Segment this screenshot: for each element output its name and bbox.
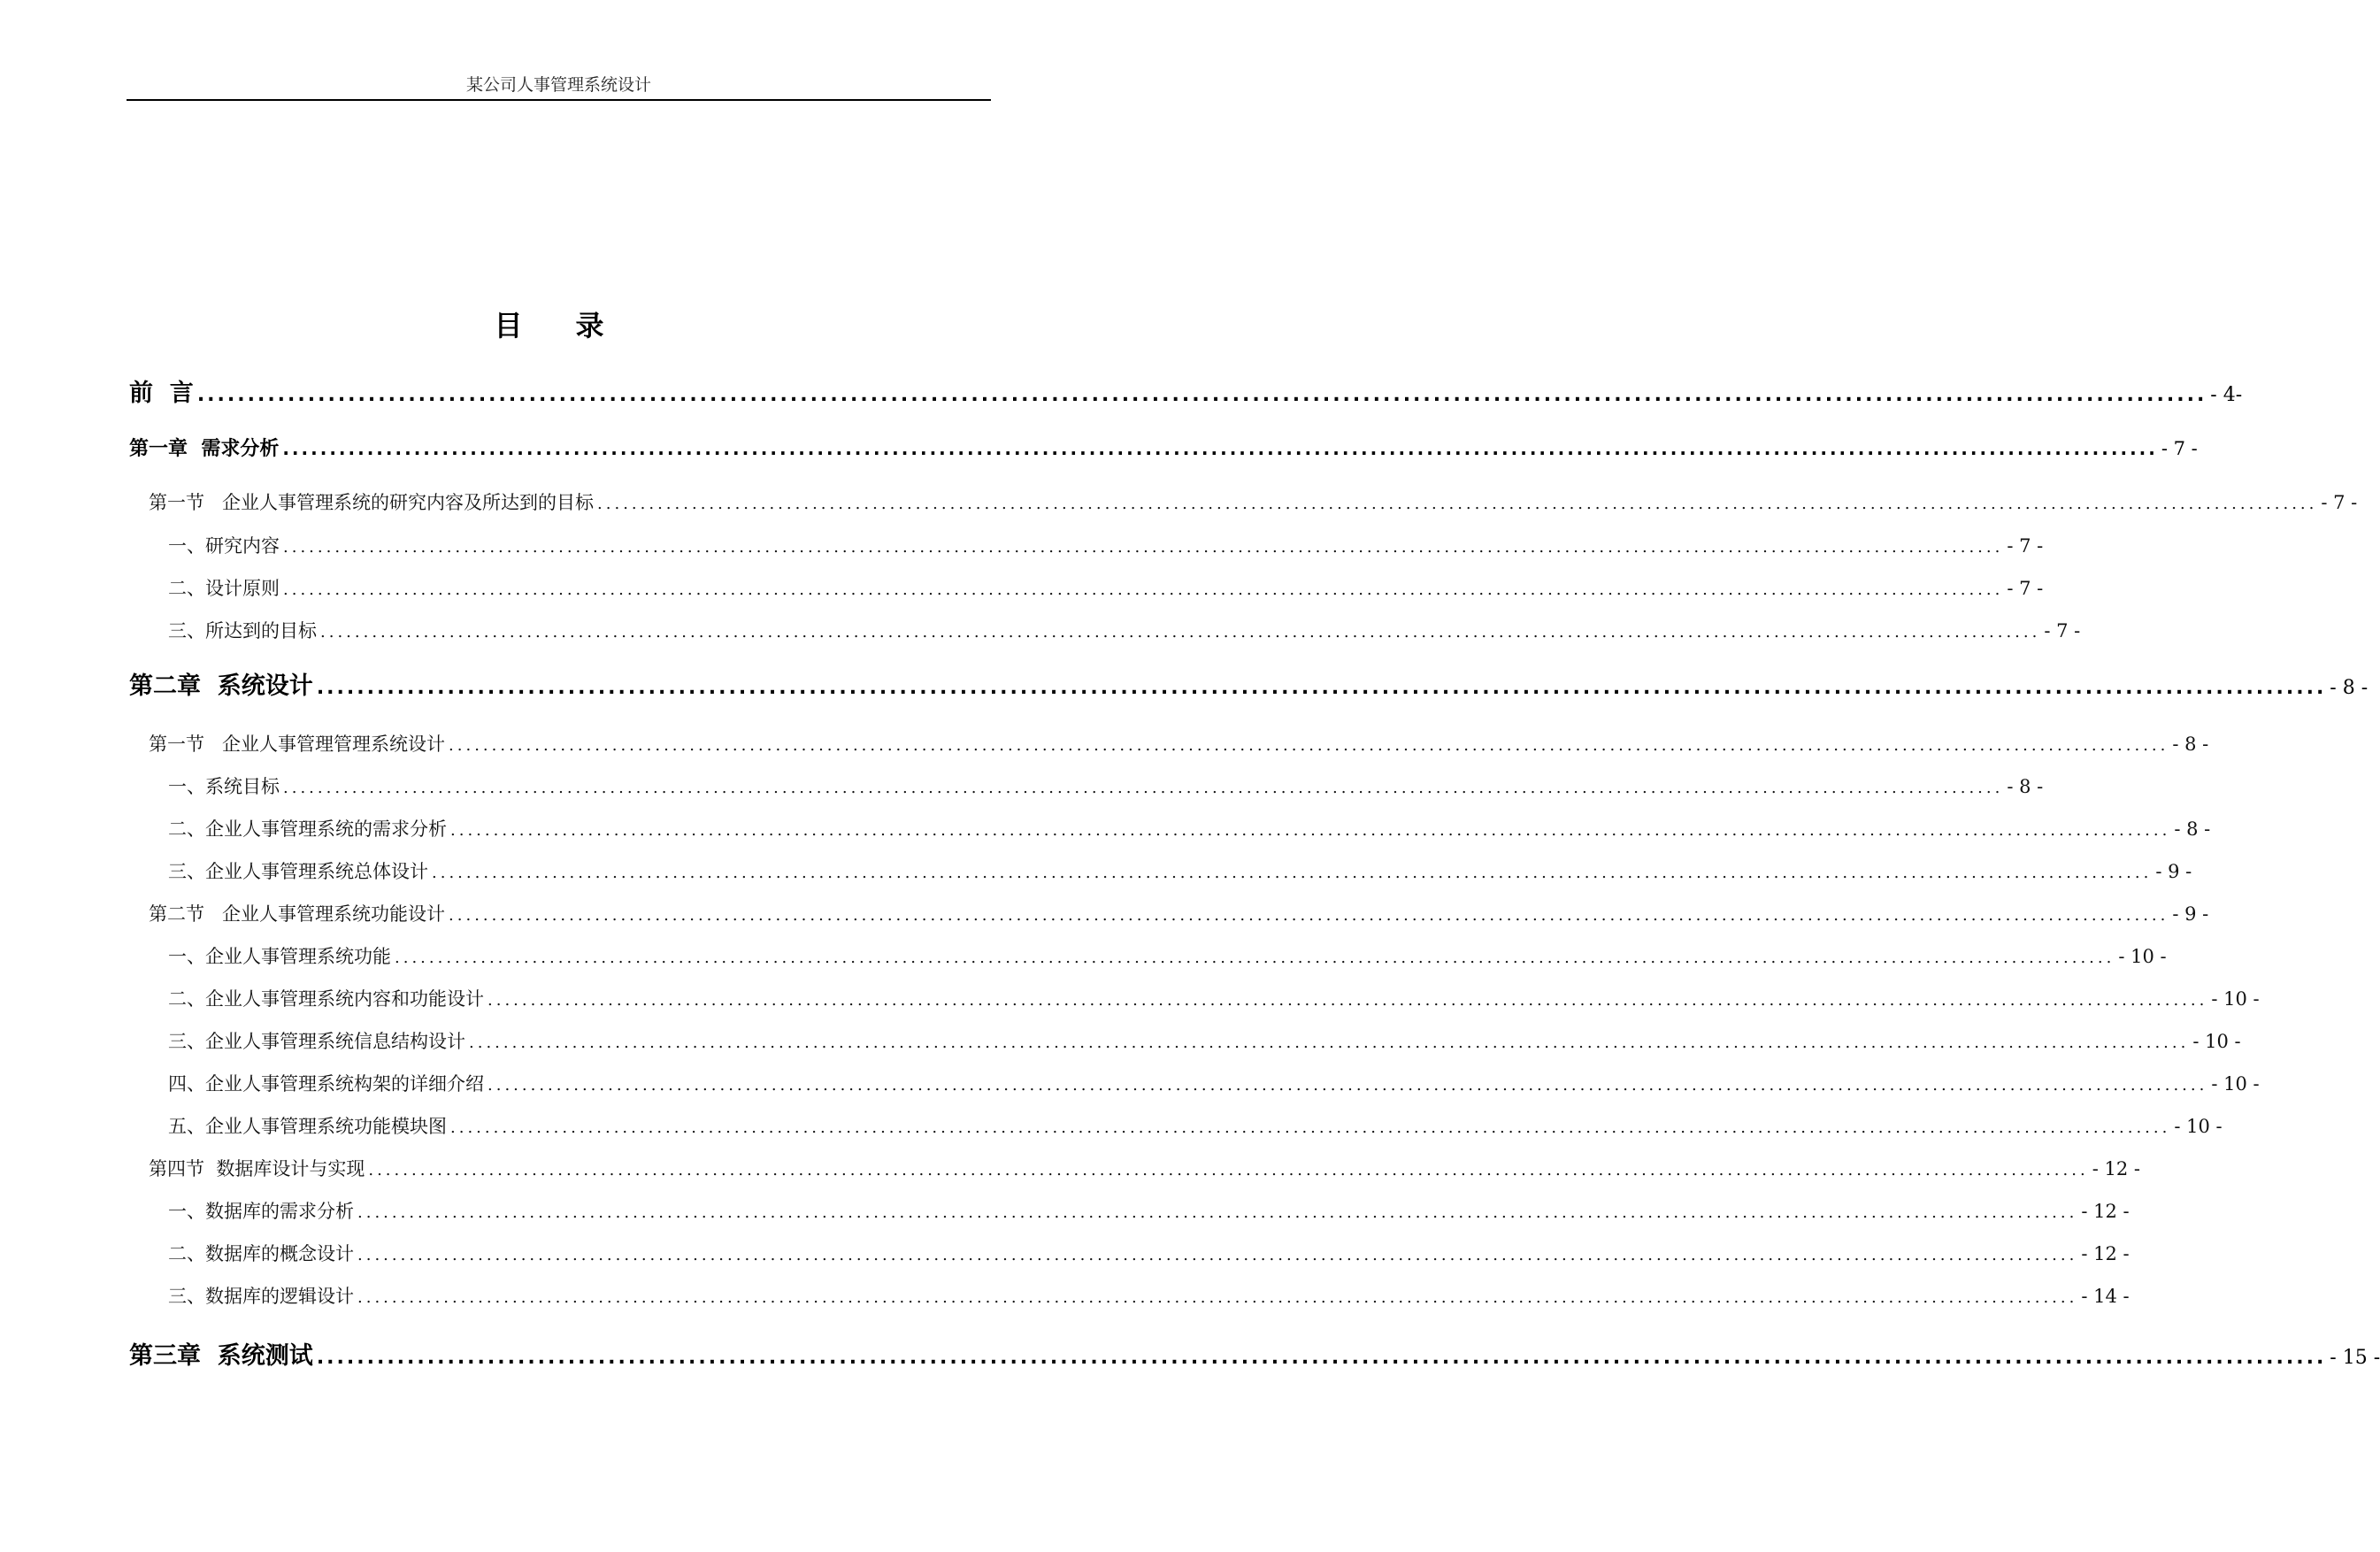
toc-entry-page: - 9 - (2155, 861, 2192, 882)
toc-entry-section[interactable] (149, 732, 2209, 758)
toc-leader-dots: ........................................................................................................................................................................................................ (488, 991, 2208, 1010)
toc-entry-subsection[interactable] (168, 576, 2044, 603)
toc-leader-dots: ........................................................................................................................................................................................................ (488, 1076, 2208, 1095)
toc-entry-subsection[interactable] (168, 944, 2167, 971)
toc-entry-subsection[interactable] (168, 618, 2081, 645)
toc-entry-label: 三、企业人事管理系统信息结构设计 (168, 1031, 465, 1052)
toc-entry-label: 四、企业人事管理系统构架的详细介绍 (168, 1073, 484, 1095)
toc-entry-label: 二、企业人事管理系统的需求分析 (168, 818, 447, 840)
toc-entry-subsection[interactable] (168, 1114, 2223, 1141)
toc-entry-subsection[interactable] (168, 1241, 2130, 1268)
toc-entry-label: 第三章 系统测试 (129, 1342, 313, 1370)
toc-entry-page: - 10 - (2174, 1116, 2223, 1137)
toc-entry-chapter-3[interactable] (129, 1341, 2380, 1373)
toc-entry-page: - 8 - (2174, 818, 2211, 840)
toc-entry-page: - 9 - (2172, 903, 2209, 925)
toc-entry-subsection[interactable] (168, 817, 2211, 843)
toc-leader-dots: ........................................................................................................................................................................................................ (283, 580, 2004, 599)
toc-entry-label: 三、企业人事管理系统总体设计 (168, 861, 428, 882)
toc-entry-subsection[interactable] (168, 1029, 2241, 1056)
toc-entry-chapter-1[interactable] (129, 435, 2198, 463)
toc-entry-label: 二、企业人事管理系统内容和功能设计 (168, 988, 484, 1010)
toc-entry-page: - 14 - (2081, 1286, 2130, 1307)
toc-entry-section[interactable] (149, 902, 2209, 928)
toc-leader-dots: ........................................................................................................................................................................................................ (283, 538, 2004, 557)
toc-entry-page: - 8 - (2172, 734, 2209, 755)
toc-entry-page: - 10 - (2192, 1031, 2241, 1052)
toc-leader-dots: ........................................................................................................................................................................................................ (450, 821, 2171, 840)
toc-entry-page: - 10 - (2211, 1073, 2260, 1095)
toc-entry-page: - 12 - (2081, 1201, 2130, 1222)
toc-entry-page: - 8 - (2007, 776, 2044, 797)
toc-entry-subsection[interactable] (168, 859, 2192, 886)
toc-entry-section[interactable] (149, 490, 2358, 517)
toc-entry-label: 第四节 数据库设计与实现 (149, 1158, 365, 1179)
toc-entry-section[interactable] (149, 1156, 2140, 1183)
toc-entry-label: 三、所达到的目标 (168, 620, 317, 642)
toc-entry-page: - 8 - (2330, 677, 2368, 699)
toc-entry-label: 三、数据库的逻辑设计 (168, 1286, 354, 1307)
toc-leader-dots: ........................................................................................................................................................................................................ (368, 1161, 2089, 1179)
toc-entry-page: - 7 - (2007, 535, 2044, 557)
toc-leader-dots: ........................................................................................................................................................................................................ (449, 736, 2169, 755)
toc-entry-page: - 15 - (2330, 1347, 2380, 1369)
toc-entry-page: - 10 - (2211, 988, 2260, 1010)
toc-entry-label: 第一章 需求分析 (129, 438, 280, 460)
toc-entry-chapter-2[interactable] (129, 672, 2368, 703)
toc-leader-dots: ........................................................................................................................................................................................................ (597, 495, 2318, 513)
toc-entry-subsection[interactable] (168, 534, 2044, 560)
toc-entry-label: 第一节 企业人事管理管理系统设计 (149, 734, 446, 755)
toc-leader-dots: ........................................................................................................................................................................................................ (320, 623, 2041, 642)
toc-entry-page: - 7 - (2044, 620, 2081, 642)
toc-entry-subsection[interactable] (168, 987, 2260, 1013)
toc-entry-subsection[interactable] (168, 1072, 2260, 1098)
toc-entry-page: - 7 - (2007, 578, 2044, 599)
toc-entry-label: 五、企业人事管理系统功能模块图 (168, 1116, 447, 1137)
toc-entry-label: 前 言 (129, 380, 194, 407)
header-rule (127, 99, 991, 101)
toc-leader-dots: ........................................................................................................................................................................................................ (469, 1033, 2190, 1052)
toc-entry-preface[interactable] (129, 379, 2243, 411)
toc-leader-dots: ........................................................................................................................................................................................................ (357, 1246, 2078, 1264)
toc-entry-label: 第二节 企业人事管理系统功能设计 (149, 903, 446, 925)
running-header: 某公司人事管理系统设计 (465, 75, 651, 95)
toc-entry-label: 一、企业人事管理系统功能 (168, 946, 391, 967)
toc-leader-dots: ........................................................................................................................................................................................................ (432, 864, 2153, 882)
toc-title: 目录 (494, 309, 657, 342)
toc-entry-page: - 10 - (2118, 946, 2167, 967)
toc-entry-label: 一、系统目标 (168, 776, 280, 797)
toc-entry-page: - 7 - (2321, 492, 2358, 513)
toc-entry-label: 二、数据库的概念设计 (168, 1243, 354, 1264)
toc-leader-dots: ........................................................................................................................................................................................................ (357, 1203, 2078, 1222)
toc-leader-dots: ........................................................................................................................................................................................................ (357, 1288, 2078, 1307)
toc-entry-label: 一、研究内容 (168, 535, 280, 557)
toc-entry-subsection[interactable] (168, 1284, 2130, 1310)
toc-leader-dots: ........................................................................................................................................................................................................ (316, 677, 2327, 699)
toc-leader-dots: ........................................................................................................................................................................................................ (316, 1347, 2327, 1369)
toc-leader-dots: ........................................................................................................................................................................................................ (196, 384, 2207, 406)
toc-entry-page: - 7 - (2161, 438, 2198, 459)
toc-entry-subsection[interactable] (168, 1199, 2130, 1225)
toc-entry-page: - 4- (2210, 384, 2243, 406)
toc-entry-label: 第二章 系统设计 (129, 672, 313, 700)
toc-entry-label: 第一节 企业人事管理系统的研究内容及所达到的目标 (149, 492, 595, 513)
toc-leader-dots: ........................................................................................................................................................................................................ (449, 906, 2169, 925)
toc-entry-label: 二、设计原则 (168, 578, 280, 599)
toc-leader-dots: ........................................................................................................................................................................................................ (283, 779, 2004, 797)
toc-leader-dots: ........................................................................................................................................................................................................ (395, 949, 2115, 967)
toc-entry-page: - 12 - (2092, 1158, 2140, 1179)
toc-leader-dots: ........................................................................................................................................................................................................ (450, 1118, 2171, 1137)
toc-entry-page: - 12 - (2081, 1243, 2130, 1264)
toc-leader-dots: ........................................................................................................................................................................................................ (282, 438, 2158, 459)
toc-entry-label: 一、数据库的需求分析 (168, 1201, 354, 1222)
toc-entry-subsection[interactable] (168, 774, 2044, 801)
